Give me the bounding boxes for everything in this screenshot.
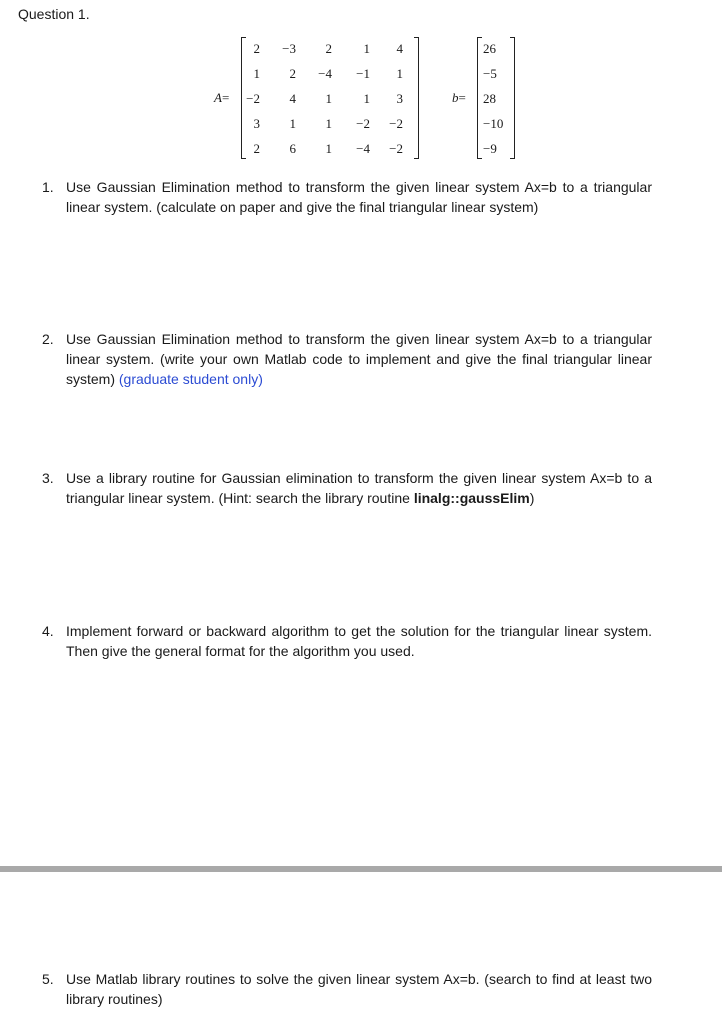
matrix-a-cell: −3 [282,41,296,56]
matrix-a-cell: 3 [396,91,403,106]
question-5-number: 5. [42,971,54,987]
question-3-text-end: ) [529,490,535,506]
matrix-a-cell: −2 [389,116,403,131]
matrix-a-cell: 2 [289,66,296,81]
matrix-a-cell: 1 [363,91,370,106]
vector-b-cell: −10 [483,116,504,131]
vector-b-right-bracket [510,37,515,159]
vector-b-left-bracket [477,37,482,159]
question-3-text: Use a library routine for Gaussian elimination to transform the given linear system Ax=b to a triangular linear system. (Hint: search the library routine [66,470,652,506]
question-1 [42,177,652,217]
matrix-a-cell: −4 [318,66,332,81]
matrix-a-cell: 3 [253,116,260,131]
question-1-text: Use Gaussian Elimination method to transform the given linear system Ax=b to a triangular linear system. (calculate on paper and give the final triangular linear system) [66,179,652,215]
matrix-a-right-bracket [414,37,419,159]
question-5 [42,969,652,1009]
question-2-number: 2. [42,331,54,347]
question-3 [42,468,652,508]
question-2-body [66,329,652,389]
question-3-body [66,468,652,508]
question-3-number: 3. [42,470,54,486]
matrix-a-label [214,90,229,106]
matrix-a-cell: −2 [389,141,403,156]
question-2-text: Use Gaussian Elimination method to transform the given linear system Ax=b to a triangular linear system. (write your own Matlab code to implement and give the final triangular linear system) [66,331,652,387]
question-2-graduate-note: (graduate student only) [118,371,263,387]
matrix-a [241,37,419,159]
matrix-a-equals: = [221,90,230,105]
vector-b-label [452,90,466,106]
question-3-routine-name: linalg::gaussElim [413,490,530,506]
vector-b-cell: 28 [483,91,496,106]
vector-b-symbol: b [452,90,459,105]
matrix-a-symbol: A [214,90,222,105]
matrix-a-cell: 1 [325,116,332,131]
question-title: Question 1. [18,6,90,22]
vector-b-equals: = [458,90,466,105]
question-4 [42,621,652,661]
vector-b-cell: −9 [483,141,497,156]
matrix-a-cell: −1 [356,66,370,81]
matrix-a-cell: 2 [253,41,260,56]
question-1-number: 1. [42,179,54,195]
matrix-a-cell: 1 [253,66,260,81]
matrix-a-cell: −2 [246,91,260,106]
question-2 [42,329,652,389]
matrix-a-cell: 2 [325,41,332,56]
vector-b-cell: −5 [483,66,497,81]
matrix-a-cell: 1 [396,66,403,81]
matrix-a-cell: 1 [325,91,332,106]
question-4-number: 4. [42,623,54,639]
matrix-a-cell: 4 [396,41,403,56]
matrix-a-cell: 4 [289,91,296,106]
vector-b [477,37,515,159]
matrix-a-cell: 2 [253,141,260,156]
matrix-a-cell: 1 [289,116,296,131]
matrix-a-cell: 6 [289,141,296,156]
page-separator [0,866,722,872]
question-4-text: Implement forward or backward algorithm to get the solution for the triangular linear system. Then give the general format for the algorithm you used. [66,623,652,659]
matrix-a-cell: 1 [325,141,332,156]
matrix-a-cell: −4 [356,141,370,156]
matrix-a-cell: 1 [363,41,370,56]
question-5-text: Use Matlab library routines to solve the given linear system Ax=b. (search to find at least two library routines) [66,971,652,1007]
vector-b-cell: 26 [483,41,496,56]
matrix-a-cell: −2 [356,116,370,131]
